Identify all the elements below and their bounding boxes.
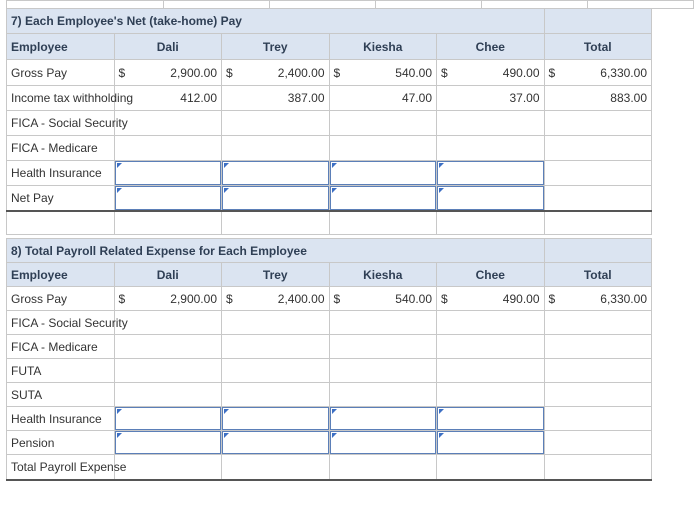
cell-gross-total: [544, 287, 652, 311]
currency-sign: $: [548, 291, 556, 306]
net-pay-table: [6, 8, 652, 235]
cell-gross-dali: [114, 287, 222, 311]
futa-row: [7, 359, 652, 383]
row-label: FICA - Medicare: [7, 136, 115, 161]
row-label: Income tax withholding: [7, 86, 115, 111]
value: 490.00: [502, 65, 540, 80]
col-trey: Trey: [222, 34, 330, 60]
employee-header: Employee: [7, 263, 115, 287]
row-label: Net Pay: [7, 186, 115, 211]
net-chee-input[interactable]: [437, 186, 545, 211]
row-label: Health Insurance: [7, 161, 115, 186]
section-7-title: 7) Each Employee's Net (take-home) Pay: [11, 14, 242, 28]
employee-header: Employee: [7, 34, 115, 60]
cell-tax-trey: 387.00: [222, 86, 330, 111]
cell: [437, 383, 545, 407]
cell: [544, 186, 652, 211]
row-label: FICA - Social Security: [7, 111, 115, 136]
fica-medicare-row: [7, 335, 652, 359]
spacer-row: [7, 211, 652, 235]
health-chee-input[interactable]: [437, 161, 545, 186]
cell-gross-dali: [114, 60, 222, 86]
cell: [222, 359, 330, 383]
cell: [437, 111, 545, 136]
pension-dali-input[interactable]: [114, 431, 222, 455]
section-8-title: 8) Total Payroll Related Expense for Each Employee: [11, 243, 307, 258]
cell: [114, 136, 222, 161]
net-dali-input[interactable]: [114, 186, 222, 211]
value: 6,330.00: [600, 291, 647, 306]
cell-tax-chee: 37.00: [437, 86, 545, 111]
value: 2,400.00: [277, 65, 325, 80]
cell: [544, 335, 652, 359]
cell: [544, 161, 652, 186]
section-7-title-row: [7, 9, 652, 34]
row-label: FICA - Medicare: [7, 335, 115, 359]
currency-sign: $: [441, 65, 448, 80]
section-8-header-row: [7, 263, 652, 287]
cell-gross-trey: [222, 60, 330, 86]
cell: [544, 136, 652, 161]
net-trey-input[interactable]: [222, 186, 330, 211]
exp-health-kiesha-input[interactable]: [329, 407, 437, 431]
cell: [114, 111, 222, 136]
cell-gross-chee: [437, 287, 545, 311]
pension-kiesha-input[interactable]: [329, 431, 437, 455]
net-pay-row: [7, 186, 652, 211]
currency-sign: $: [226, 65, 233, 80]
cell: [222, 455, 330, 480]
value: 6,330.00: [600, 65, 647, 80]
cell: [544, 311, 652, 335]
cell: [329, 383, 437, 407]
cell: [329, 311, 437, 335]
fica-ss-row: [7, 111, 652, 136]
pension-row: [7, 431, 652, 455]
cell: [222, 111, 330, 136]
cell-gross-chee: [437, 60, 545, 86]
col-chee: Chee: [437, 263, 545, 287]
cell: [114, 311, 222, 335]
cell-gross-trey: [222, 287, 330, 311]
row-label: FUTA: [7, 359, 115, 383]
section-7-header-row: [7, 34, 652, 60]
health-dali-input[interactable]: [114, 161, 222, 186]
col-kiesha: Kiesha: [329, 34, 437, 60]
cell: [544, 455, 652, 480]
cell-gross-kiesha: [329, 60, 437, 86]
cell-tax-kiesha: 47.00: [329, 86, 437, 111]
row-label: Health Insurance: [7, 407, 115, 431]
suta-row: [7, 383, 652, 407]
cell: [222, 311, 330, 335]
cell: [544, 359, 652, 383]
fica-ss-row: [7, 311, 652, 335]
cell: [114, 383, 222, 407]
pension-chee-input[interactable]: [437, 431, 545, 455]
currency-sign: $: [548, 65, 556, 80]
col-kiesha: Kiesha: [329, 263, 437, 287]
pension-trey-input[interactable]: [222, 431, 330, 455]
cell: [114, 455, 222, 480]
net-kiesha-input[interactable]: [329, 186, 437, 211]
row-label: SUTA: [7, 383, 115, 407]
cell-tax-dali: 412.00: [114, 86, 222, 111]
cell: [222, 136, 330, 161]
cell: [544, 407, 652, 431]
fica-medicare-row: [7, 136, 652, 161]
gross-pay-row: [7, 287, 652, 311]
cell: [437, 359, 545, 383]
cell: [437, 335, 545, 359]
payroll-expense-table: [6, 238, 652, 481]
cell: [329, 335, 437, 359]
cell: [437, 311, 545, 335]
currency-sign: $: [441, 291, 448, 306]
value: 2,400.00: [277, 291, 325, 306]
health-trey-input[interactable]: [222, 161, 330, 186]
currency-sign: $: [118, 291, 126, 306]
income-tax-row: [7, 86, 652, 111]
cell: [544, 383, 652, 407]
total-payroll-expense-row: [7, 455, 652, 480]
exp-health-dali-input[interactable]: [114, 407, 222, 431]
cell: [437, 136, 545, 161]
currency-sign: $: [333, 291, 341, 306]
cell: [329, 359, 437, 383]
cell: [544, 111, 652, 136]
row-label: Pension: [7, 431, 115, 455]
cell: [222, 335, 330, 359]
health-insurance-row: [7, 407, 652, 431]
cell: [437, 455, 545, 480]
cell-gross-kiesha: [329, 287, 437, 311]
cell: [544, 431, 652, 455]
row-label: FICA - Social Security: [7, 311, 115, 335]
currency-sign: $: [333, 65, 341, 80]
col-chee: Chee: [437, 34, 545, 60]
health-insurance-row: [7, 161, 652, 186]
row-label: Total Payroll Expense: [7, 455, 115, 480]
value: 2,900.00: [170, 65, 217, 80]
cell: [329, 455, 437, 480]
cell-tax-total: 883.00: [544, 86, 652, 111]
row-label: Gross Pay: [7, 287, 115, 311]
currency-sign: $: [226, 291, 233, 306]
exp-health-trey-input[interactable]: [222, 407, 330, 431]
value: 490.00: [502, 291, 540, 306]
col-total: Total: [544, 34, 652, 60]
section-8-title-row: [7, 239, 652, 263]
col-dali: Dali: [114, 34, 222, 60]
cell: [329, 111, 437, 136]
col-trey: Trey: [222, 263, 330, 287]
cell: [114, 335, 222, 359]
health-kiesha-input[interactable]: [329, 161, 437, 186]
row-label: Gross Pay: [7, 60, 115, 86]
cell: [329, 136, 437, 161]
col-total: Total: [544, 263, 652, 287]
gross-pay-row: [7, 60, 652, 86]
value: 2,900.00: [170, 291, 217, 306]
col-dali: Dali: [114, 263, 222, 287]
value: 540.00: [395, 65, 432, 80]
cell-gross-total: [544, 60, 652, 86]
value: 540.00: [395, 291, 432, 306]
cell: [114, 359, 222, 383]
currency-sign: $: [118, 65, 126, 80]
exp-health-chee-input[interactable]: [437, 407, 545, 431]
cell: [222, 383, 330, 407]
